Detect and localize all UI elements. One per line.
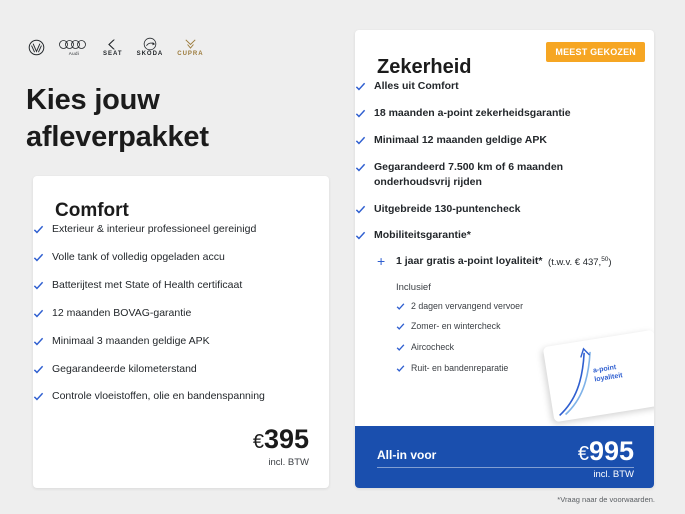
cupra-logo-icon bbox=[177, 38, 203, 57]
list-item bbox=[355, 79, 613, 94]
list-item-label: Minimaal 12 maanden geldige APK bbox=[374, 133, 547, 146]
check-icon bbox=[396, 302, 405, 311]
list-item-label: Alles uit Comfort bbox=[374, 80, 459, 92]
list-item-label: 2 dagen vervangend vervoer bbox=[411, 300, 523, 311]
zekerheid-price-value: 995 bbox=[588, 436, 634, 466]
check-icon bbox=[355, 108, 366, 119]
list-item-label: Controle vloeistoffen, olie en bandenspanning bbox=[52, 390, 265, 403]
check-icon bbox=[33, 336, 44, 347]
list-item bbox=[396, 321, 581, 333]
zekerheid-price bbox=[578, 438, 634, 480]
zekerheid-title: Zekerheid bbox=[377, 56, 472, 78]
loyalty-offer-row bbox=[377, 253, 654, 270]
cupra-wordmark: CUPRA bbox=[177, 50, 204, 57]
disclaimer-text: *Vraag naar de voorwaarden. bbox=[557, 495, 655, 504]
zekerheid-price-amount bbox=[578, 438, 634, 465]
inclusief-label: Inclusief bbox=[396, 281, 431, 293]
check-icon bbox=[355, 81, 366, 92]
list-item bbox=[33, 278, 285, 293]
list-item bbox=[355, 160, 613, 190]
plus-icon: + bbox=[377, 253, 386, 270]
list-item bbox=[355, 228, 613, 243]
list-item-label: Volle tank of volledig opgeladen accu bbox=[52, 250, 225, 263]
loyalty-card-graphic bbox=[543, 330, 654, 423]
currency-symbol: € bbox=[577, 443, 589, 465]
list-item bbox=[33, 222, 285, 237]
status-badge: MEEST GEKOZEN bbox=[546, 42, 645, 62]
check-icon bbox=[355, 162, 366, 173]
skoda-wordmark: SKODA bbox=[136, 51, 164, 57]
loyalty-note-text: (t.w.v. € 437, bbox=[548, 256, 602, 268]
comfort-title: Comfort bbox=[55, 200, 129, 221]
allin-label: All-in voor bbox=[377, 448, 437, 462]
check-icon bbox=[33, 308, 44, 319]
audi-logo-icon bbox=[59, 39, 89, 56]
list-item bbox=[355, 133, 613, 148]
list-item bbox=[33, 334, 285, 349]
audi-wordmark: Audi bbox=[68, 50, 80, 56]
list-item bbox=[33, 389, 285, 404]
comfort-price bbox=[253, 426, 309, 468]
list-item-label: Uitgebreide 130-puntencheck bbox=[374, 202, 521, 215]
check-icon bbox=[355, 230, 366, 241]
loyalty-card-line2: loyaliteit bbox=[593, 371, 624, 384]
list-item-label: Mobiliteitsgarantie* bbox=[374, 229, 471, 242]
list-item-label: Gegarandeerd 7.500 km of 6 maanden onderhoudsvrij rijden bbox=[374, 160, 564, 188]
page-title: Kies jouw afleverpakket bbox=[26, 84, 209, 154]
check-icon bbox=[355, 204, 366, 215]
seat-wordmark: SEAT bbox=[103, 50, 123, 57]
zekerheid-price-vat: incl. BTW bbox=[593, 469, 634, 480]
comfort-price-vat: incl. BTW bbox=[268, 457, 309, 468]
list-item bbox=[355, 202, 613, 217]
list-item-label: Aircocheck bbox=[411, 342, 455, 353]
list-item-label: Batterijtest met State of Health certificaat bbox=[52, 278, 243, 291]
skoda-logo-icon bbox=[137, 37, 164, 57]
zekerheid-feature-list bbox=[355, 79, 613, 243]
list-item-label: Ruit- en bandenreparatie bbox=[411, 363, 509, 374]
loyalty-title: 1 jaar gratis a-point loyaliteit* bbox=[396, 255, 543, 268]
loyalty-note bbox=[545, 257, 611, 268]
list-item-label: Minimaal 3 maanden geldige APK bbox=[52, 334, 210, 347]
currency-symbol: € bbox=[252, 431, 264, 453]
check-icon bbox=[396, 343, 405, 352]
check-icon bbox=[33, 224, 44, 235]
list-item bbox=[33, 306, 285, 321]
volkswagen-logo-icon bbox=[28, 39, 45, 56]
list-item-label: 18 maanden a-point zekerheidsgarantie bbox=[374, 106, 571, 119]
list-item bbox=[355, 106, 613, 121]
loyalty-card-line1: a-point bbox=[592, 364, 617, 375]
comfort-feature-list bbox=[33, 222, 285, 404]
check-icon bbox=[33, 280, 44, 291]
check-icon bbox=[33, 391, 44, 402]
list-item-label: 12 maanden BOVAG-garantie bbox=[52, 306, 192, 319]
list-item-label: Exterieur & interieur professioneel gereinigd bbox=[52, 223, 257, 235]
zekerheid-package-card bbox=[355, 30, 654, 488]
list-item-label: Gegarandeerde kilometerstand bbox=[52, 362, 197, 375]
comfort-price-amount bbox=[253, 426, 309, 453]
check-icon bbox=[355, 135, 366, 146]
list-item bbox=[33, 250, 285, 265]
zekerheid-price-bar bbox=[355, 426, 654, 488]
check-icon bbox=[396, 364, 405, 373]
check-icon bbox=[33, 364, 44, 375]
list-item-label: Zomer- en wintercheck bbox=[411, 321, 501, 332]
seat-logo-icon bbox=[103, 38, 123, 57]
check-icon bbox=[396, 322, 405, 331]
loyalty-note-end: ) bbox=[608, 256, 612, 268]
brand-logo-strip bbox=[28, 36, 204, 58]
list-item bbox=[33, 362, 285, 377]
comfort-price-value: 395 bbox=[263, 424, 309, 454]
loyalty-note-sup: 50 bbox=[601, 255, 609, 263]
check-icon bbox=[33, 252, 44, 263]
comfort-package-card bbox=[33, 176, 329, 488]
list-item bbox=[396, 301, 581, 313]
